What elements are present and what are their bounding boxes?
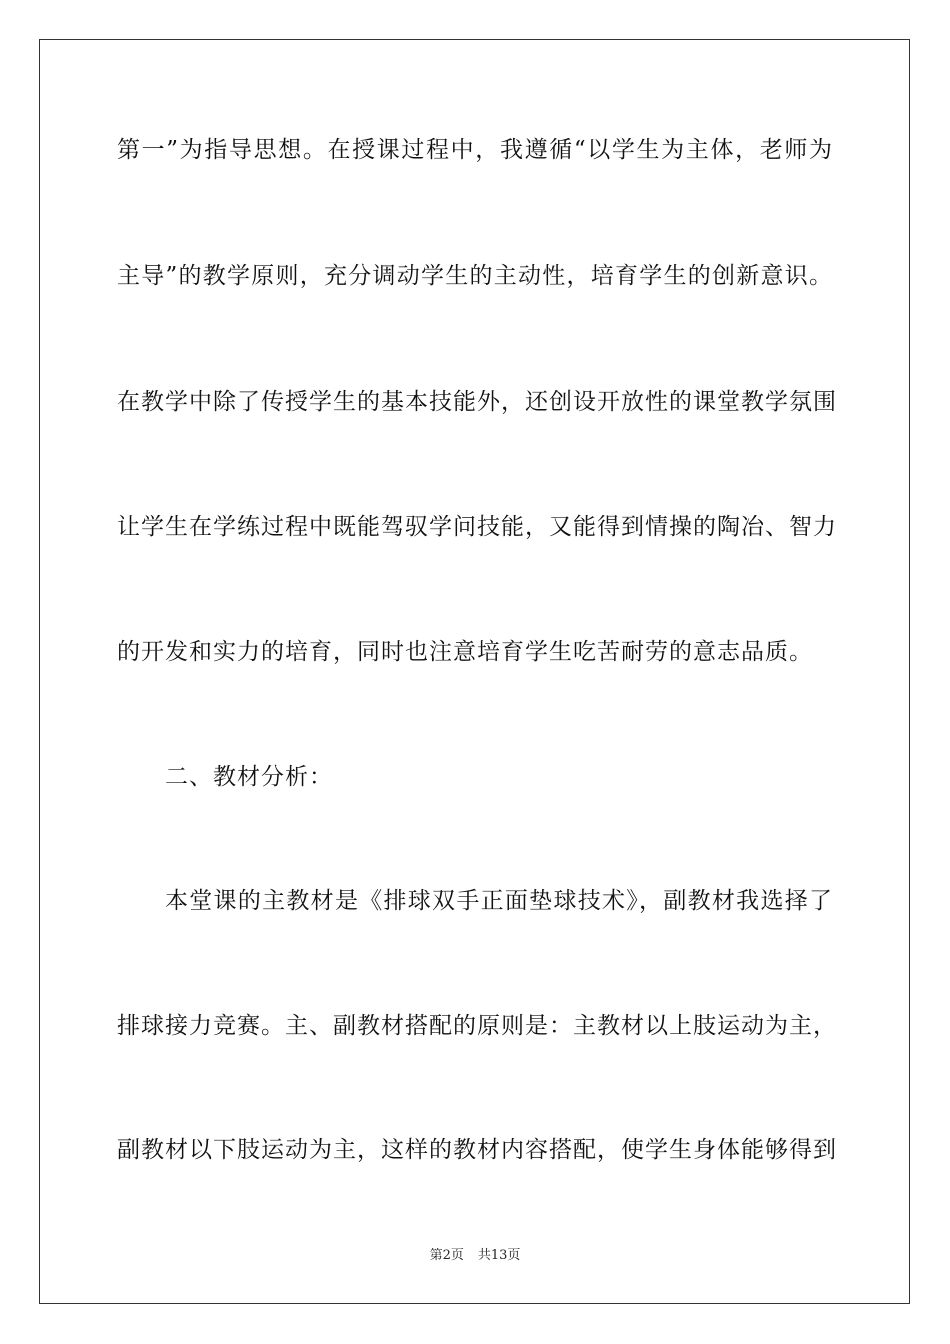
paragraph-line-8: 副教材以下肢运动为主，这样的教材内容搭配，使学生身体能够得到 [117, 1137, 837, 1163]
paragraph-line-5: 的开发和实力的培育，同时也注意培育学生吃苦耐劳的意志品质。 [117, 639, 813, 665]
total-pages: 共13页 [477, 1248, 521, 1263]
page-border [39, 39, 910, 1304]
section-heading: 二、教材分析： [165, 764, 333, 790]
paragraph-line-1: 第一”为指导思想。在授课过程中，我遵循“以学生为主体，老师为 [117, 137, 833, 163]
page-number: 第2页 [429, 1248, 464, 1263]
paragraph-line-4: 让学生在学练过程中既能驾驭学问技能，又能得到情操的陶冶、智力 [117, 514, 837, 540]
paragraph-line-2: 主导”的教学原则，充分调动学生的主动性，培育学生的创新意识。 [117, 263, 833, 289]
paragraph-line-7: 排球接力竞赛。主、副教材搭配的原则是：主教材以上肢运动为主， [117, 1013, 837, 1039]
paragraph-line-6: 本堂课的主教材是《排球双手正面垫球技术》，副教材我选择了 [165, 888, 833, 914]
paragraph-line-3: 在教学中除了传授学生的基本技能外，还创设开放性的课堂教学氛围 [117, 389, 837, 415]
page-footer [0, 1248, 950, 1264]
